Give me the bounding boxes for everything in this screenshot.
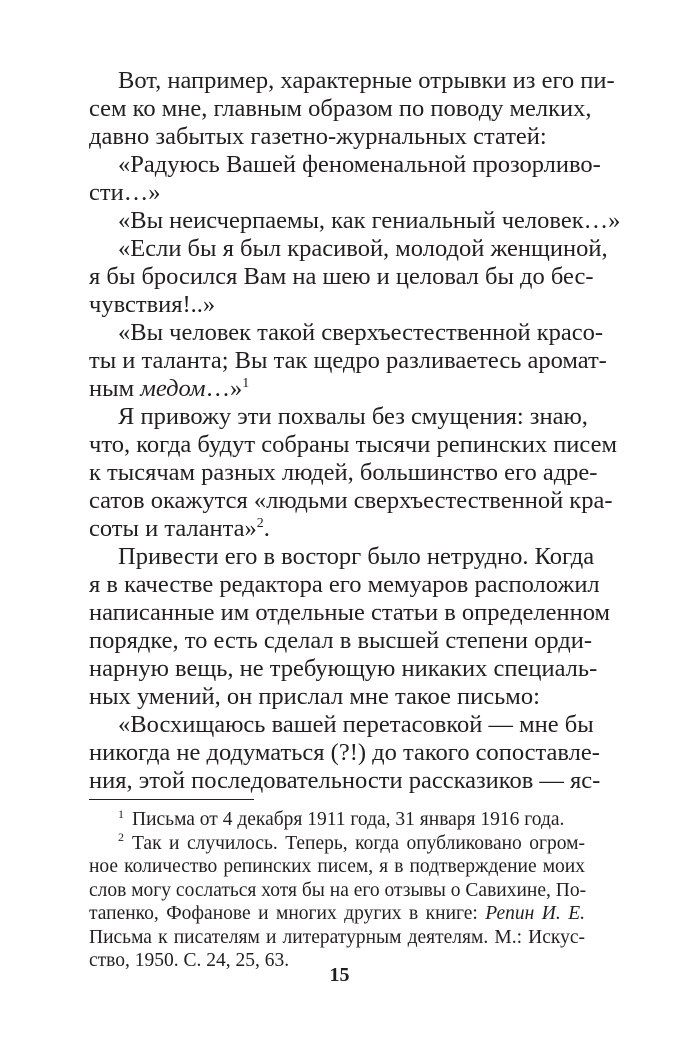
main-text [89,67,621,795]
text-line: написанные им отдельные статьи в определенном [89,599,611,626]
text-line [89,515,585,543]
text-fragment: …» [205,375,243,402]
text-fragment: . [263,515,270,542]
footnote-ref-2[interactable]: 2 [256,515,264,531]
italic-author: Репин И. Е. [485,903,586,924]
footnote-2: 2 Так и случилось. Теперь, когда опубликовано огром- [118,830,585,854]
footnote-line: слов могу сослаться хотя бы на его отзывы о Савихине, По- [89,879,587,901]
text-line: «Если бы я был красивой, молодой женщиной, [118,235,608,262]
text-line [89,375,585,403]
text-line: я бы бросился Вам на шею и целовал бы до бес- [89,263,594,290]
footnote-1: 1 Письма от 4 декабря 1911 года, 31 января 1916 года. [118,806,565,830]
text-line: сем ко мне, главным образом по поводу мелких, [89,95,592,122]
text-line: «Вы человек такой сверхъестественной красо- [118,319,604,346]
text-line: я в качестве редактора его мемуаров расположил [89,571,600,598]
footnote-ref-1[interactable]: 1 [242,375,250,391]
text-line: ных умений, он прислал мне такое письмо: [89,683,540,710]
text-line: чувствия!..» [89,291,216,318]
text-line: к тысячам разных людей, большинство его адре- [89,459,598,486]
text-line: давно забытых газетно-журнальных статей: [89,123,547,150]
text-line: Вот, например, характерные отрывки из его пи- [118,67,615,94]
text-line: Я привожу эти похвалы без смущения: знаю, [118,403,588,430]
footnote-line: Письма к писателям и литературным деятелям. М.: Искус- [89,926,585,948]
text-line: порядке, то есть сделал в высшей степени орди- [89,627,593,654]
text-line: «Радуюсь Вашей феноменальной прозорливо- [118,151,601,178]
footnote-line: ство, 1950. С. 24, 25, 63. [89,950,290,971]
text-line: Привести его в восторг было нетрудно. Когда [118,543,595,570]
text-line: «Вы неисчерпаемы, как гениальный человек…» [118,207,621,234]
text-line: «Восхищаюсь вашей перетасовкой — мне бы [118,711,594,738]
text-line: нарную вещь, не требующую никаких специаль- [89,655,598,682]
footnote-text: тапенко, Фофанове и многих других в книге: [89,903,478,924]
footnote-line: ное количество репинских писем, я в подтверждение моих [89,856,585,877]
text-line: ты и таланта; Вы так щедро разливаетесь аромат- [89,347,607,374]
footnotes [89,808,585,973]
footnote-line [89,902,585,926]
footnote-divider [89,799,254,800]
text-line: сти…» [89,179,161,206]
text-line: что, когда будут собраны тысячи репинских писем [89,431,617,458]
page-number: 15 [329,964,350,986]
text-line: никогда не додуматься (?!) до такого сопоставле- [89,739,600,766]
italic-word: медом [140,375,206,402]
text-line: сатов окажутся «людьми сверхъестественной кра- [89,487,613,514]
footnote-text: Так и случилось. Теперь, когда опубликовано огром- [132,832,585,854]
text-line: ния, этой последовательности рассказиков — яс- [89,767,601,794]
text-fragment: соты и таланта» [89,515,257,542]
text-fragment: ным [89,375,135,402]
footnote-text: Письма от 4 декабря 1911 года, 31 января 1916 года. [132,809,565,830]
